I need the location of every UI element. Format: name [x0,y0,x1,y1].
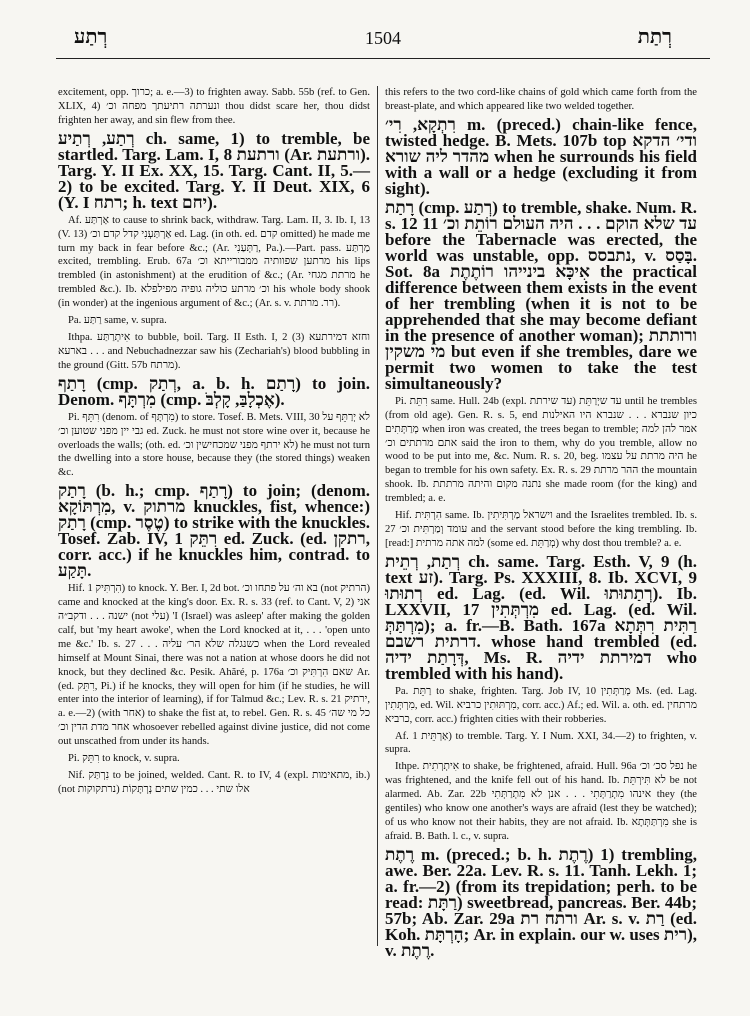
entry-text: Pa. רַתַּע same, v. supra. [68,315,167,327]
entry-text: ch. same, 1) to tremble, be startled. Targ. Lam. I, 8 ורתעת (Ar. ורתעת). Targ. Y. II Ex. XX, 15. Targ. Cant. II, 5.—2) to be excited. Targ. Y. II Deut. XIX, 6 (Y. I רתח; h. text יחם). [58,128,370,212]
entry-text: Nif. נִרְתַּק to be joined, welded. Cant. R. to IV, 4 (expl. מתאימות, ib.) (not נרתקוקות) אלו שתי . . . כמין שתים נְרְתָּקוֹת [58,770,370,795]
page-number: 1504 [365,28,401,48]
headword: רְתַת, רְתֵית [385,551,461,571]
dictionary-entry [385,551,697,683]
entry-paragraph [58,752,370,766]
entry-text: m. (preced.; b. h. רֶתֶת) 1) trembling, awe. Ber. 22a. Lev. R. s. 11. Tanh. Lekh. 1; a. fr.—2) (from its trepidation; perh. to be read: רַתָּת) sweetbread, pancreas. Ber. 44b; 57b; Ab. Zar. 29a ורתח רת Ar. s. v. רַת (ed. Koh. הָרְתָּת; Ar. in explain. our w. uses רית), v. רֶתֶת. [385,844,697,960]
headword: רִתְקָא, רִי׳ [385,114,456,134]
entry-paragraph [385,395,697,506]
dictionary-entry [58,128,370,212]
entry-text: (cmp. רְתַק, a. b. h. רָתַם) to join. Denom. מִרְתָּף (cmp. אֶכְלָבַּ, קָלְבֹּ). [58,373,370,409]
entry-paragraph [58,769,370,797]
entry-paragraph [385,730,697,758]
right-column [385,86,697,962]
dictionary-entry [385,197,698,393]
entry-paragraph [58,86,370,128]
headword: רְתַע, רְתַיע [58,128,135,148]
entry-text: this refers to the two cord-like chains of gold which came forth from the breast-plate, and which appeared like two welded together. [385,87,697,112]
entry-text: excitement, opp. כרוך; a. e.—3) to frighten away. Sabb. 55b (ref. to Gen. XLIX, 4) ונערתה רתיעתך מפחה וכ׳ thou didst scare her, thou didst frighten her away, and sin flew from thee. [58,87,370,126]
header-right-word: רְתַת [637,26,672,48]
entry-text: Hif. הִרְתִּיק 1) to knock. Y. Ber. I, 2d bot. בא וה׳ על פתחו וכ׳ (not הרתיק) came and knocked at the king's door. Ex. R. s. 33 (ref. to Cant. V, 2) אני ישנה . . . ודקב״ה (not עלי) 'I (Israel) was asleep' after making the golden calf, but 'my heart awoke', when the Lord knocked at it, . . . 'open unto me &c.' Ib. s. 27 . . . כשנגלה שלא הר׳ עליה when the Lord revealed himself at Mount Sinai, there was not a nation at whose doors he did not knock, but they declined &c. Pesik. Ahăré, p. 176a שאם הִרְתִּיק וכ׳ Ar. (ed. רִתֵּק, Pi.) if he knocks, they will open for him (if he studies, he will enter into the interior of learning), if for Talmud &c.; Lev. R. s. 21 ירתיק, a. e.—2) (with אחר) to shake the fist at, to rebel. Gen. R. s. 45 כל מי שה׳ אחר מדת הדין וכ׳ whosoever rebelled against divine justice, did not come out unscathed from under its hands. [58,583,371,748]
column-divider [377,86,378,946]
dictionary-entry [385,114,698,198]
headword: רֶתֶת [385,844,415,864]
headword: רָתַק [58,481,86,501]
entry-text: (b. h.; cmp. רָתַף) to join; (denom. מִרְתּוֹקָא, v. מרתוק knuckles, fist, whence:) רָתַק (cmp. טֶסֶר) to strike with the knuckles. Tosef. Zab. IV, 1 רִתֵּק ed. Zuck. (ed. רתקן, corr. acc.) if he knuckles him, contrad. to תָּקַע. [58,481,370,581]
entry-paragraph [385,509,697,551]
entry-paragraph [385,86,697,114]
page-header [56,24,710,59]
entry-paragraph [58,582,370,749]
entry-text: Pi. רִתֵּף (denom. of מִרְתָּף) to store. Tosef. B. Mets. VIII, 30 לא יְרַתֵּף על גבי יין מפני שטוען וכ׳ ed. Zuck. he must not store wine over it, because he overloads the walls; (oth. ed. לא ירתף מפני שמכחישין וכ׳) he must not turn the dwelling into a store house, because they (the stored things) weaken &c. [58,411,371,479]
header-left-word: רְתַע [74,26,108,48]
entry-paragraph [385,685,697,727]
entry-paragraph [58,314,370,328]
entry-paragraph [58,214,370,311]
dictionary-entry [385,844,697,960]
entry-paragraph [58,331,370,373]
entry-paragraph [385,760,697,843]
dictionary-entry [58,483,370,579]
entry-text: Ithpe. אִיתְרְתִית to shake, be frightened, afraid. Hull. 96a נפל סכ׳ וכ׳ he was frightened, and the knife fell out of his hand. Ib. לא תִּירְתֵּת be not alarmed. Ab. Zar. 22b אינהו מִתְרַתְּתִי . . . אנן לא מִתְרַתְּתִי they (the gentiles) who know one another's ways are afraid (lest they be watched); of us who know not their habits, they are not afraid. Ib. מִרְתַּתְּתָא she is afraid. B. Bath. l. c., v. supra. [385,761,697,842]
entry-text: Hif. הִרְתִּית same. Ib. וישראל מַרְתִּיתִין and the Israelites trembled. Ib. s. 27 עומד וְמַרְתִּית וכ׳ and the servant stood before the king trembling. Ib. [read:] למה אתה מרתית (some ed. מְרַתֵּת) why dost thou tremble? a. e. [385,510,697,549]
dictionary-entry [58,373,370,409]
left-column [58,86,370,800]
entry-paragraph [58,411,370,481]
entry-text: (cmp. רְתַע) to tremble, shake. Num. R. s. 12 11 עד שלא הוקם . . . היה העולם רוֹתֵת וכ׳ before the Tabernacle was erected, the world was unstable, opp. נתבסס, v. בָּסַס. Sot. 8a אִיכָּא בינייהו רוֹתֶתֶת the practical difference between them exists in the event of her trembling (when it is not to be apprehended that she may become defiant in the presence of another woman); ורותתת מי משקין but even if she trembles, dare we permit two women to take the test simultaneously? [385,197,698,393]
entry-text: ch. same. Targ. Esth. V, 9 (h. text זע). Targ. Ps. XXXIII, 8. Ib. XCVI, 9 רְתוּתוּ ed. Lag. (ed. Wil. רְתַתוּתוּ). Ib. LXXVII, 17 מִרְתְּתִין ed. Lag. (ed. Wil. מִרְתַּתְּ); a. fr.—B. Bath. 167a רַתִּית רִתְּתָא דרתית רשבם. whose hand trembled (ed. דְּרָתַת ידיה, Ms. R. דמירתת ידיה who trembled with his hand). [385,551,697,683]
headword: רָתַת [385,197,415,217]
entry-text: Ithpa. אִיתְרַתַּע to bubble, boil. Targ. II Esth. I, 2 (3) וחזא דמירתעא בארעא . . . and Nebuchadnezzar saw his (Zechariah's) blood bubbling in the ground (Gitt. 57b מרתח). [58,331,370,371]
entry-text: Pa. רַתֵּת to shake, frighten. Targ. Job IV, 10 מְרַתְּתִין Ms. (ed. Lag. מִרְתְּתִין, ed. Wil. מִרְתּוּתִין כרביא, corr. acc.) Af.; ed. Wil. a. oth. ed. מרתחין כרביא, corr. acc.) frighten cities with their robberies. [385,685,697,725]
entry-text: m. (preced.) chain-like fence, twisted hedge. B. Mets. 107b top ודי׳ הדקא מהדר ליה שורא when he surrounds his field with a wall or a hedge (excluding it from sight). [385,114,698,198]
entry-text: Pi. רִתֵּת same. Hull. 24b (expl. עד שירתת) עד שיְרַתֵּת until he trembles (from old age). Gen. R. s. 5, end כיון שנברא . . . שנברא היו האילנות מְרַתְּתִים when iron was created, the trees began to tremble; אמר להן למה אתם מרתתים וכ׳ said the iron to them, why do you tremble, allow no wood to be put into me, &c. Num. R. s. 20, beg. היה מרתת על עצמו he began to tremble for his own safety. Ex. R. s. 29 ההר מרתת the mountain shook. Ib. נתנה מקום והיתה מרתתת she made room (for the king) and trembled; a. e. [385,395,698,505]
entry-text: Af. אַרְתֵּית 1) to tremble. Targ. Y. I Num. XXI, 34.—2) to frighten, v. supra. [385,730,697,756]
entry-text: Af. אַרְתַּע to cause to shrink back, withdraw. Targ. Lam. II, 3. Ib. I, 13 (V. 13) אַרְתַּעְנִי קדל קדם וכ׳ ed. Lag. (in oth. ed. קדם omitted) he made me turn my back in fear before &c.; (Ar. רַתְּעַנִי, Pa.).—Part. pass. מַרְתַּע excited, trembling. Erub. 67a מרתען שפוותיה ממבורייתא וכ׳ his lips trembled (in astonishment) at the erudition of &c.; (Ar. מרתת מגחי he trembled &c.). Ib. וכ׳ מרתע כוליה גופיה מפילפלא his whole body shook (in wonder) at the ingenious argument of &c.; (Ar. s. v. רר. מרתת). [58,214,371,310]
headword: רָתַף [58,373,86,393]
entry-text: Pi. רִתֵּק to knock, v. supra. [68,753,180,765]
